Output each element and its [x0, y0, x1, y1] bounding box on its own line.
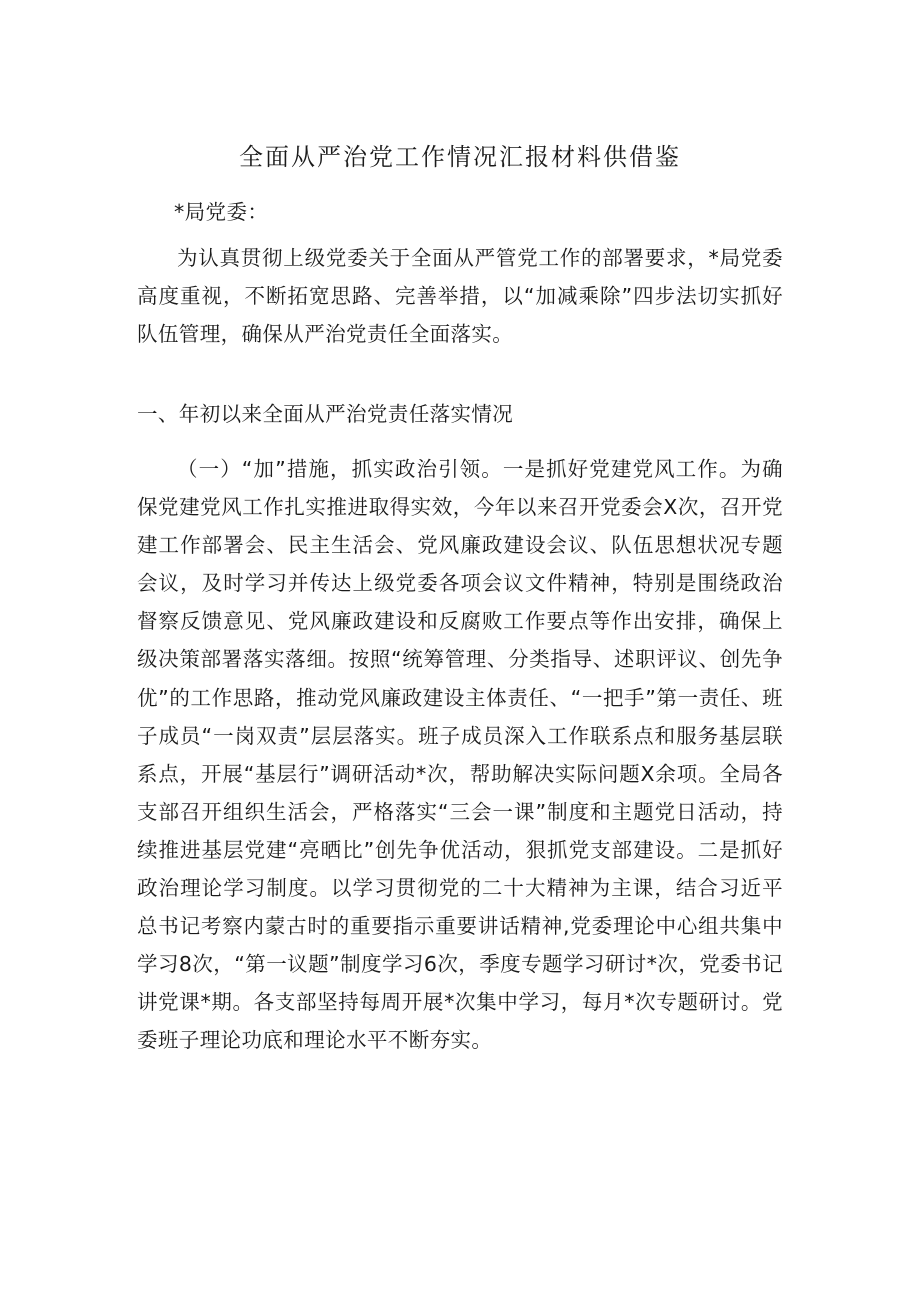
body-paragraph: （一）“加”措施，抓实政治引领。一是抓好党建党风工作。为确保党建党风工作扎实推进取得实效，今年以来召开党委会X次，召开党建工作部署会、民主生活会、党风廉政建设会议、队伍思想状况专题会议，及时学习并传达上级党委各项会议文件精神，特别是围绕政治督察反馈意见、党风廉政建设和反腐败工作要点等作出安排，确保上级决策部署落实落细。按照“统筹管理、分类指导、述职评议、创先争优”的工作思路，推动党风廉政建设主体责任、“一把手”第一责任、班子成员“一岗双责”层层落实。班子成员深入工作联系点和服务基层联系点，开展“基层行”调研活动*次，帮助解决实际问题X余项。全局各支部召开组织生活会，严格落实“三会一课”制度和主题党日活动，持续推进基层党建“亮晒比”创先争优活动，狠抓党支部建设。二是抓好政治理论学习制度。以学习贯彻党的二十大精神为主课，结合习近平总书记考察内蒙古时的重要指示重要讲话精神,党委理论中心组共集中学习8次，“第一议题”制度学习6次，季度专题学习研讨*次，党委书记讲党课*期。各支部坚持每周开展*次集中学习，每月*次专题研讨。党委班子理论功底和理论水平不断夯实。 [137, 457, 783, 1053]
salutation: *局党委： [174, 200, 269, 224]
intro-paragraph: 为认真贯彻上级党委关于全面从严管党工作的部署要求，*局党委高度重视，不断拓宽思路、完善举措，以“加减乘除”四步法切实抓好队伍管理，确保从严治党责任全面落实。 [137, 246, 783, 347]
section-heading: 一、年初以来全面从严治党责任落实情况 [137, 402, 514, 426]
document-title: 全面从严治党工作情况汇报材料供借鉴 [239, 143, 681, 171]
